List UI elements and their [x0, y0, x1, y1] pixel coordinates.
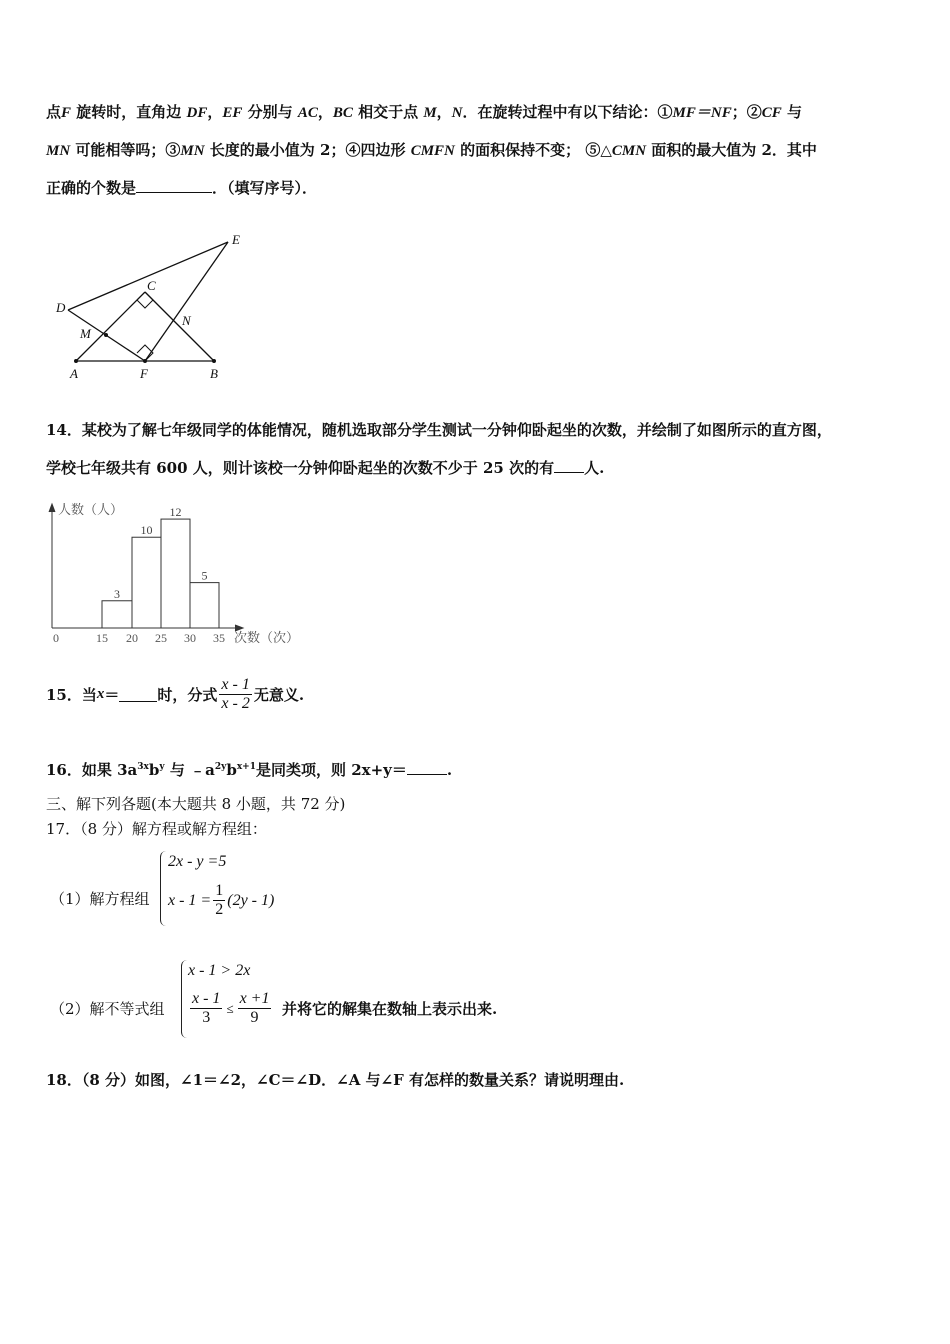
x-tick-label: 25 — [155, 631, 167, 645]
label-D: D — [56, 300, 66, 315]
q17-ineq2: $\frac{x - 1}{3}$ ≤ $\frac{x +1}{9}$ — [192, 990, 270, 1026]
answer-blank — [136, 178, 212, 193]
label-C: C — [147, 278, 156, 293]
section-3-heading: 三、解下列各题(本大题共 8 小题，共 72 分) — [46, 795, 346, 813]
q15-line: 15．当 x ＝ 时，分式 $\frac{x - 1}{x - 2}$ 无意义. — [46, 676, 305, 712]
q17-eq2: x - 1 = $\frac{1}{2}$ (2y - 1) — [168, 882, 275, 918]
q17-eq1: 2x - y =5 — [168, 853, 227, 870]
bar-value-label: 3 — [114, 586, 120, 601]
histogram-bar-20-25 — [132, 537, 161, 628]
bar-value-label: 10 — [140, 523, 153, 538]
histogram-bar-15-20 — [102, 601, 132, 628]
label-M: M — [80, 326, 91, 341]
q18-line: 18．（8 分）如图，∠1＝∠2，∠C＝∠D．∠A 与∠F 有怎样的数量关系？请说明理由. — [46, 1071, 625, 1089]
q14-histogram — [40, 500, 310, 650]
answer-blank — [407, 760, 447, 775]
origin-label: 0 — [53, 631, 59, 645]
q14-line-1: 14．某校为了解七年级同学的体能情况，随机选取部分学生测试一分钟仰卧起坐的次数，并绘制了如图所示的直方图， — [46, 421, 832, 439]
q13-line-1: 点F 旋转时，直角边 DF，EF 分别与 AC，BC 相交于点 M，N．在旋转过程中有以下结论：①MF＝NF；②CF 与 — [46, 103, 802, 121]
x-tick-label: 35 — [213, 631, 225, 645]
label-N: N — [182, 313, 191, 328]
histogram-bar-25-30 — [161, 519, 190, 628]
label-E: E — [232, 232, 240, 247]
histogram-bar-30-35 — [190, 583, 219, 628]
label-A: A — [70, 366, 78, 381]
x-tick-label: 20 — [126, 631, 138, 645]
label-F: F — [140, 366, 148, 381]
y-axis-arrow — [49, 504, 55, 512]
q17-part2-label: （2）解不等式组 — [50, 1000, 165, 1018]
x-tick-label: 30 — [184, 631, 196, 645]
answer-blank — [119, 687, 157, 702]
q17-part2-suffix: 并将它的解集在数轴上表示出来. — [282, 1000, 498, 1018]
q13-line-2: MN 可能相等吗；③MN 长度的最小值为 2；④四边形 CMFN 的面积保持不变； ⑤△CMN 面积的最大值为 2．其中 — [46, 141, 817, 159]
label-B: B — [210, 366, 218, 381]
bar-value-label: 5 — [201, 568, 208, 583]
q17-part1-label: （1）解方程组 — [50, 890, 150, 908]
y-axis-label: 人数（人） — [58, 502, 124, 517]
answer-blank — [554, 458, 584, 473]
q17-title: 17．（8 分）解方程或解方程组： — [46, 820, 267, 838]
x-axis-label: 次数（次） — [234, 630, 300, 645]
fraction: $\frac{x - 1}{x - 2}$ — [221, 676, 250, 712]
q16-line: 16．如果 $3a^{3x}b^y$ 与 $﹣a^{2y}b^{x+1}$是同类项，则 2x+y＝ . — [46, 761, 453, 779]
x-tick-label: 15 — [96, 631, 108, 645]
q17-part1-brace — [160, 851, 167, 926]
q13-geometry-figure — [50, 228, 270, 388]
q17-part2-brace — [181, 960, 188, 1038]
q17-ineq1: x - 1 > 2x — [188, 962, 251, 979]
q13-line-3: 正确的个数是 ．（填写序号）． — [46, 179, 318, 197]
q14-line-2: 学校七年级共有 600 人，则计该校一分钟仰卧起坐的次数不少于 25 次的有 人. — [46, 459, 605, 477]
bar-value-label: 12 — [169, 505, 182, 520]
